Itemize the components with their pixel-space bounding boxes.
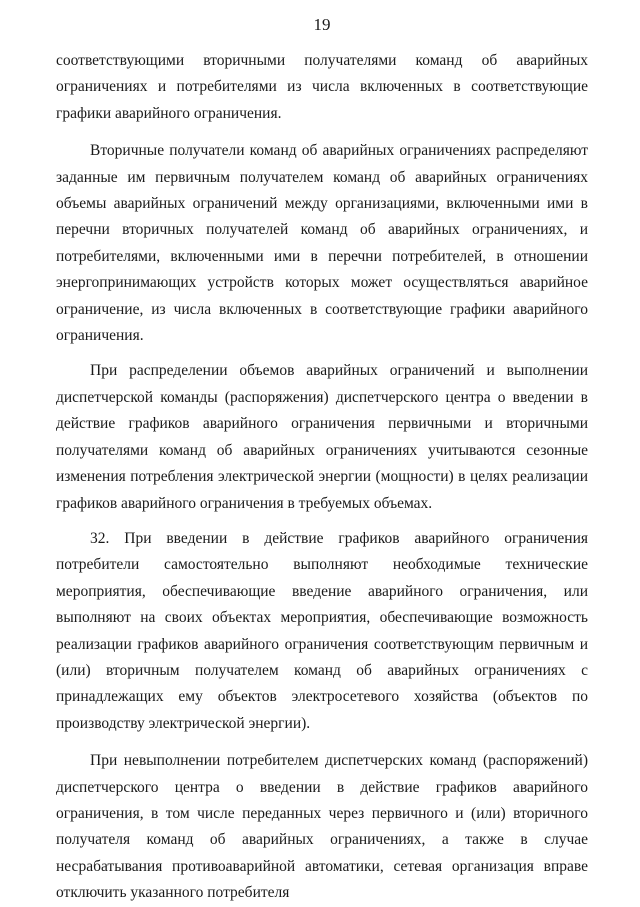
paragraph-continuation: соответствующими вторичными получателями команд об аварийных ограничениях и потребителями из числа включенных в соответствующие графики аварийного ограничения. [56,52,588,122]
paragraph-distribution: При распределении объемов аварийных ограничений и выполнении диспетчерской команды (распоряжения) диспетчерского центра о введении в действие графиков аварийного ограничения первичными и вторичными получателями команд об аварийных ограничениях учитываются сезонные изменения потребления электрической энергии (мощности) в целях реализации графиков аварийного ограничения в требуемых объемах. [56,362,588,512]
paragraph-clause-32: 32. При введении в действие графиков аварийного ограничения потребители самостоятельно выполняют необходимые технические мероприятия, обеспечивающие введение аварийного ограничения, или выполняют на своих объектах мероприятия, обеспечивающие возможность реализации графиков аварийного ограничения соответствующим первичным и (или) вторичным получателем команд об аварийных ограничениях с принадлежащих ему объектов электросетевого хозяйства (объектов по производству электрической энергии). [56,529,588,732]
paragraph-non-compliance: При невыполнении потребителем диспетчерских команд (распоряжений) диспетчерского центра о введении в действие графиков аварийного ограничения, в том числе переданных через первичного и (или) вторичного получателя команд об аварийных ограничениях, а также в случае несрабатывания противоаварийной автоматики, сетевая организация вправе отключить указанного потребителя [56,752,588,902]
document-page [56,14,588,907]
page-number: 19 [313,15,331,34]
paragraph-secondary-recipients: Вторичные получатели команд об аварийных ограничениях распределяют заданные им первичным получателем команд об аварийных ограничениях объемы аварийных ограничений между организациями, включенными ими в перечни вторичных получателей команд об аварийных ограничениях, и потребителями, включенными ими в перечни потребителей, в отношении энергопринимающих устройств которых может осуществляться аварийное ограничение, из числа включенных в соответствующие графики аварийного ограничения. [56,142,588,345]
